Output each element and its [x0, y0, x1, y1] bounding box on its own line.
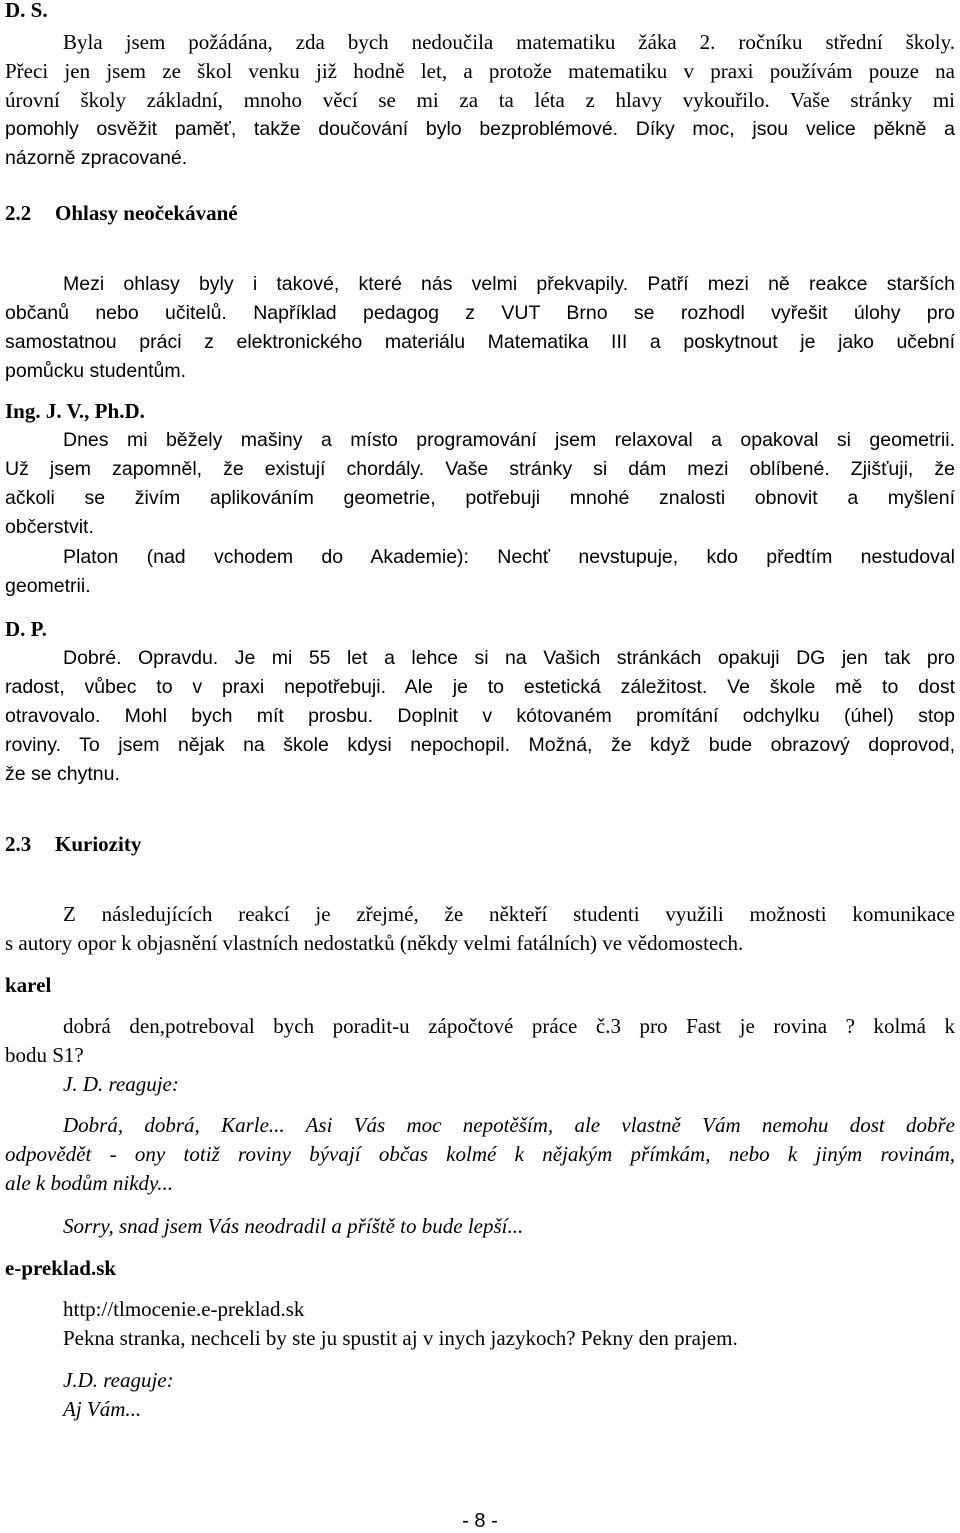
- text-line: Dnes mi běžely mašiny a místo programování jsem relaxoval a opakoval si geometrii.: [63, 429, 955, 451]
- text-line: Dobré. Opravdu. Je mi 55 let a lehce si na Vašich stránkách opakuji DG jen tak pro: [63, 647, 955, 669]
- entry-author-dp: D. P.: [5, 617, 47, 641]
- entry-author-epreklad: e-preklad.sk: [5, 1256, 117, 1280]
- text-line: Platon (nad vchodem do Akademie): Nechť nevstupuje, kdo předtím nestudoval: [63, 546, 955, 568]
- entry-author-ds: D. S.: [5, 0, 48, 22]
- entry-jv-quote: [5, 543, 955, 601]
- entry-url: http://tlmocenie.e-preklad.sk: [63, 1297, 305, 1321]
- text-line: názorně zpracované.: [5, 147, 188, 169]
- text-line: radost, vůbec to v praxi nepotřebuji. Ale je to estetická záležitost. Ve škole mě to dost: [5, 676, 955, 698]
- text-line: ale k bodům nikdy...: [5, 1171, 173, 1195]
- text-line: s autory opor k objasnění vlastních nedostatků (někdy velmi fatálních) ve vědomostech.: [5, 931, 744, 955]
- text-line: úrovní školy základní, mnoho věcí se mi za ta léta z hlavy vykouřilo. Vaše stránky mi: [5, 88, 955, 112]
- section-number: 2.2: [5, 201, 32, 225]
- text-line: pomohly osvěžit paměť, takže doučování bylo bezproblémové. Díky moc, jsou velice pěkně a: [5, 118, 955, 140]
- text-line: Přeci jen jsem ze škol venku již hodně let, a protože matematiku v praxi používám pouze na: [5, 59, 955, 83]
- entry-jv-text: [5, 426, 955, 542]
- text-line: Dobrá, dobrá, Karle... Asi Vás moc nepotěším, ale vlastně Vám nemohu dost dobře: [63, 1113, 955, 1137]
- page-number: - 8 -: [462, 1510, 498, 1532]
- text-line: roviny. To jsem nějak na škole kdysi nepochopil. Možná, že když bude obrazový doprovod,: [5, 734, 955, 756]
- entry-ds-text: [5, 28, 955, 173]
- text-line: že se chytnu.: [5, 763, 120, 785]
- reply-text: Aj Vám...: [63, 1397, 142, 1421]
- text-line: dobrá den,potreboval bych poradit-u zápočtové práce č.3 pro Fast je rovina ? kolmá k: [63, 1014, 955, 1038]
- reply-label: J.D. reaguje:: [63, 1368, 174, 1392]
- text-line: občanů nebo učitelů. Například pedagog z VUT Brno se rozhodl vyřešit úlohy pro: [5, 302, 955, 324]
- entry-message: Pekna stranka, nechceli by ste ju spustit aj v inych jazykoch? Pekny den prajem.: [63, 1326, 738, 1350]
- section-2-2-text: [5, 270, 955, 386]
- text-line: otravovalo. Mohl bych mít prosbu. Doplnit v kótovaném promítání odchylku (úhel) stop: [5, 705, 955, 727]
- section-title: Ohlasy neočekávané: [55, 201, 238, 225]
- section-2-3-text: [5, 900, 955, 958]
- text-line: samostatnou práci z elektronického materiálu Matematika III a poskytnout je jako učební: [5, 331, 955, 353]
- section-number: 2.3: [5, 832, 32, 856]
- entry-author-jv: Ing. J. V., Ph.D.: [5, 399, 145, 423]
- reply-label: J. D. reaguje:: [63, 1072, 179, 1096]
- text-line: Mezi ohlasy byly i takové, které nás velmi překvapily. Patří mezi ně reakce starších: [63, 273, 955, 295]
- text-line: občerstvit.: [5, 516, 94, 538]
- text-line: bodu S1?: [5, 1043, 84, 1067]
- text-line: Z následujících reakcí je zřejmé, že někteří studenti využili možnosti komunikace: [63, 902, 955, 926]
- section-title: Kuriozity: [55, 832, 142, 856]
- section-heading-2-3: [5, 832, 141, 857]
- text-line: Už jsem zapomněl, že existují chordály. Vaše stránky si dám mezi oblíbené. Zjišťuji, že: [5, 458, 955, 480]
- reply-text: [5, 1111, 955, 1198]
- text-line: Byla jsem požádána, zda bych nedoučila matematiku žáka 2. ročníku střední školy.: [63, 30, 955, 54]
- text-line: ačkoli se živím aplikováním geometrie, potřebuji mnohé znalosti obnovit a myšlení: [5, 487, 955, 509]
- entry-dp-text: [5, 644, 955, 789]
- text-line: odpovědět - ony totiž roviny bývají občas kolmé k nějakým přímkám, nebo k jiným rovinám,: [5, 1142, 955, 1166]
- text-line: geometrii.: [5, 575, 91, 597]
- text-line: pomůcku studentům.: [5, 360, 187, 382]
- section-heading-2-2: [5, 201, 238, 226]
- entry-author-karel: karel: [5, 973, 52, 997]
- reply-closing: Sorry, snad jsem Vás neodradil a příště to bude lepší...: [63, 1214, 524, 1238]
- entry-karel-text: [5, 1012, 955, 1070]
